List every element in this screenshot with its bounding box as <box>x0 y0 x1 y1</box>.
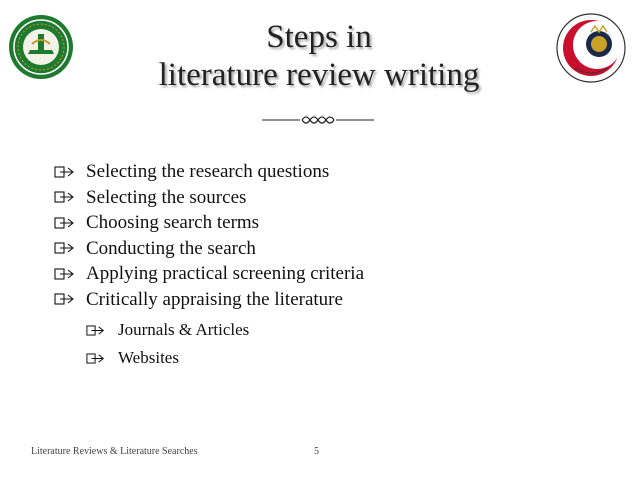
sub-bullet-text: Journals & Articles <box>118 320 250 339</box>
hollow-box-arrow-icon <box>86 352 118 365</box>
hollow-box-arrow-icon <box>54 241 86 255</box>
bullet-text: Conducting the search <box>86 237 256 259</box>
bullet-text: Selecting the sources <box>86 186 247 208</box>
hollow-box-arrow-icon <box>54 267 86 281</box>
bullet-text: Choosing search terms <box>86 212 260 233</box>
university-logo-icon <box>8 14 74 80</box>
list-item <box>54 159 364 185</box>
list-item <box>86 316 249 344</box>
page-number: 5 <box>314 446 319 457</box>
list-item <box>54 261 364 287</box>
hollow-box-arrow-icon <box>86 324 118 337</box>
list-item <box>54 287 364 313</box>
sub-bullet-text: Websites <box>118 348 179 367</box>
hollow-box-arrow-icon <box>54 190 86 204</box>
footer-text: Literature Reviews & Literature Searches <box>31 446 198 457</box>
list-item <box>54 210 364 236</box>
sub-bullet-list <box>86 316 249 372</box>
hollow-box-arrow-icon <box>54 292 86 306</box>
bullet-text: Applying practical screening criteria <box>86 263 365 284</box>
list-item <box>54 185 364 211</box>
bullet-list <box>54 159 364 312</box>
bullet-text: Selecting the research questions <box>86 161 330 182</box>
title-line-1: Steps in <box>266 19 372 55</box>
list-item <box>54 236 364 262</box>
ornament-divider-icon <box>262 112 374 128</box>
slide-title <box>80 18 558 94</box>
hollow-box-arrow-icon <box>54 165 86 179</box>
list-item <box>86 344 249 372</box>
medical-services-logo-icon <box>555 12 627 84</box>
bullet-text: Critically appraising the literature <box>86 288 343 310</box>
title-line-2: literature review writing <box>158 57 480 93</box>
hollow-box-arrow-icon <box>54 216 86 230</box>
